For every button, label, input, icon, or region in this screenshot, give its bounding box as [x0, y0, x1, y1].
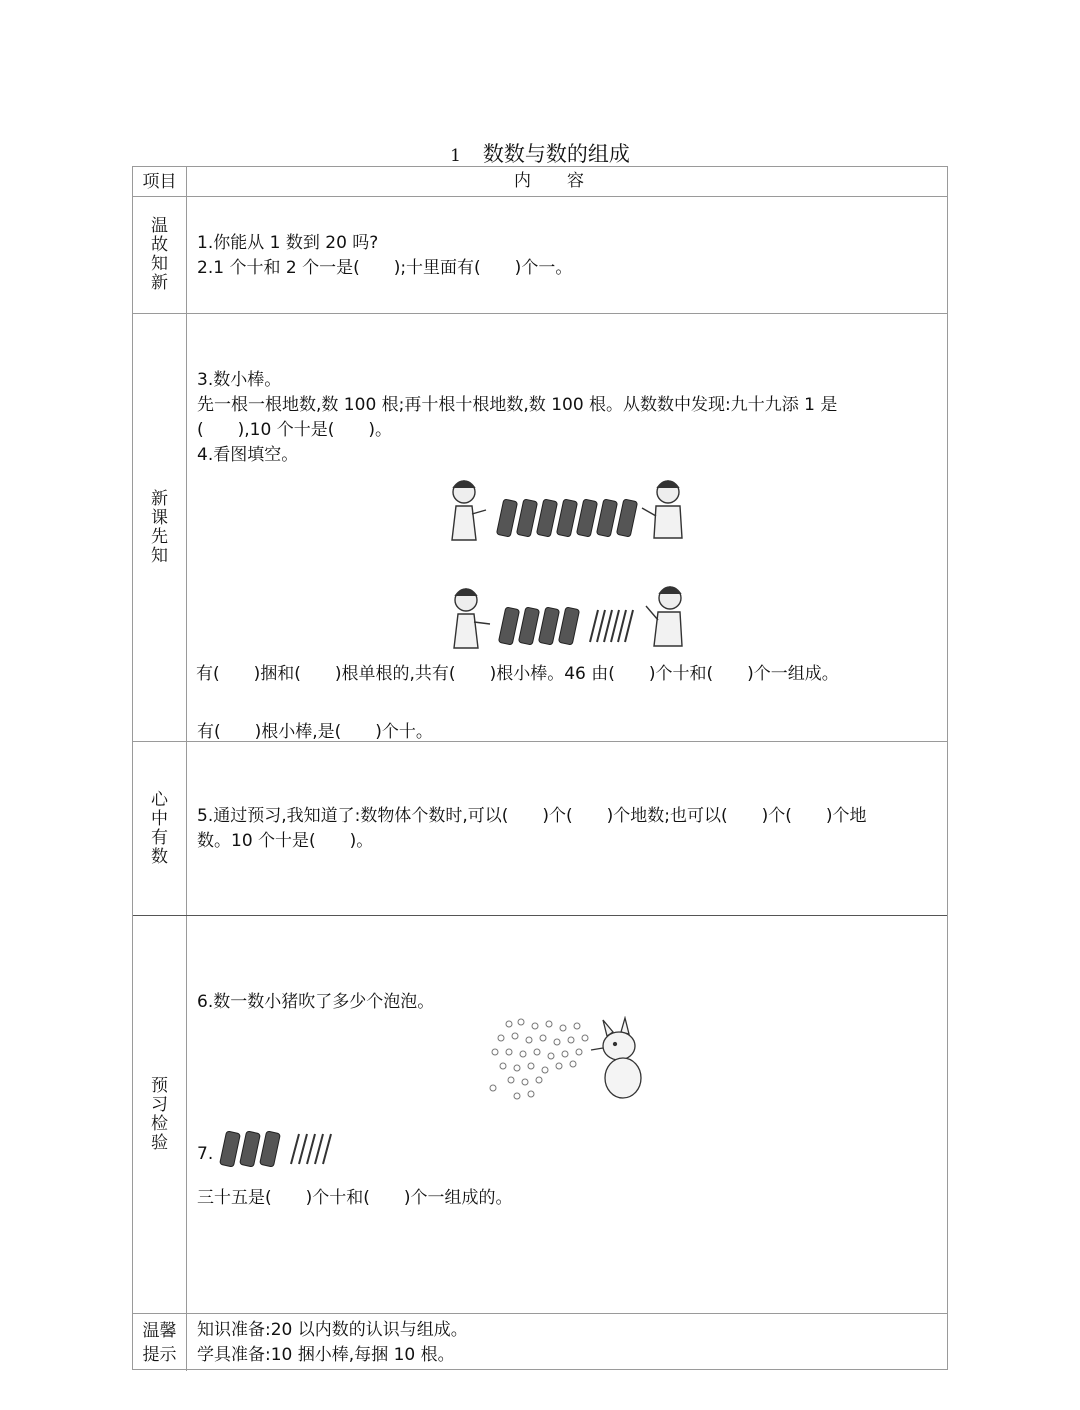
bundles-illustration-3: [217, 1128, 347, 1170]
section-check: [133, 915, 947, 1313]
section-review: [133, 196, 947, 313]
mind-label: 心中有数: [151, 789, 168, 867]
section-tips: [133, 1313, 947, 1371]
mind-line-2: 数。10 个十是( )。: [197, 831, 374, 851]
q7-label: 7.: [197, 1144, 214, 1164]
q3-line-2: ( ),10 个十是( )。: [197, 420, 392, 440]
new-lesson-label: 新课先知: [151, 488, 168, 566]
review-line-1: 1.你能从 1 数到 20 吗?: [197, 233, 379, 253]
review-line-2: 2.1 个十和 2 个一是( );十里面有( )个一。: [197, 258, 573, 278]
q3-title: 3.数小棒。: [197, 370, 282, 390]
q4-title: 4.看图填空。: [197, 445, 299, 465]
q7-line: 三十五是( )个十和( )个一组成的。: [197, 1188, 513, 1208]
bundles-illustration-2: [442, 584, 698, 652]
mind-line-1: 5.通过预习,我知道了:数物体个数时,可以( )个( )个地数;也可以( )个( )个地: [197, 806, 867, 826]
table-header-row: [133, 167, 947, 196]
header-content: 内容: [514, 171, 620, 191]
tips-line-1: 知识准备:20 以内数的认识与组成。: [197, 1320, 468, 1340]
q6-text: 6.数一数小猪吹了多少个泡泡。: [197, 992, 435, 1012]
page-title: [0, 138, 1080, 168]
review-label: 温故知新: [151, 216, 168, 293]
q4-line-2: 有( )捆和( )根单根的,共有( )根小棒。46 由( )个十和( )个一组成。: [196, 664, 839, 684]
preview-sheet-table: [132, 166, 948, 1370]
lesson-number: 1: [450, 146, 461, 166]
q4-line-1: 有( )根小棒,是( )个十。: [197, 722, 433, 742]
section-mind: [133, 741, 947, 915]
lesson-title: 数数与数的组成: [482, 142, 630, 166]
header-item: 项目: [142, 171, 177, 192]
check-label: 预习检验: [151, 1075, 168, 1153]
tips-line-2: 学具准备:10 捆小棒,每捆 10 根。: [197, 1345, 455, 1365]
q3-line-1: 先一根一根地数,数 100 根;再十根十根地数,数 100 根。从数数中发现:九十九添 1 是: [197, 395, 838, 415]
tips-label: 温馨提示: [142, 1320, 177, 1365]
bundles-illustration-1: [442, 476, 698, 544]
piglet-bubbles-illustration: [487, 1016, 657, 1106]
